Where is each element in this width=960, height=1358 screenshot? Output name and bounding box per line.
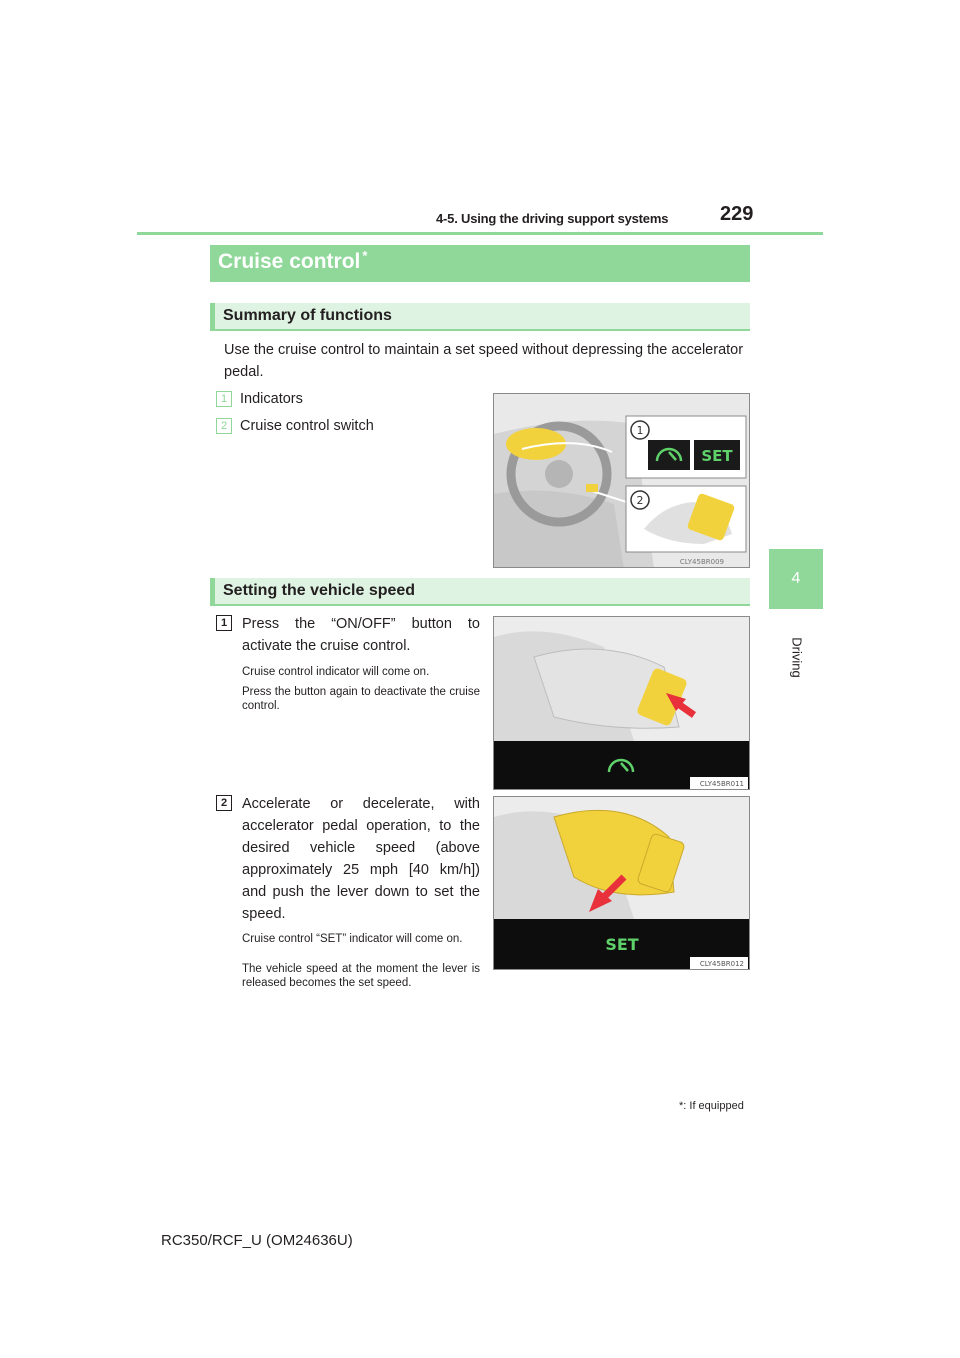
page-number: 229 <box>720 203 754 225</box>
chapter-label: Driving <box>789 637 805 678</box>
set-indicator: SET <box>605 935 639 954</box>
step-note: Cruise control “SET” indicator will come on. <box>242 933 463 945</box>
step-text: Press the “ON/OFF” button to activate the cruise control. <box>242 616 480 654</box>
svg-text:CLY45BR011: CLY45BR011 <box>699 780 744 788</box>
footer-model: RC350/RCF_U (OM24636U) <box>161 1232 353 1249</box>
summary-heading-bar <box>210 303 750 331</box>
switch-on-illustration <box>493 616 750 790</box>
step-text: Accelerate or decelerate, with accelerator pedal operation, to the desired vehicle speed (above approximately 25 mph [40 km/h]) and push the lever down to set the speed. <box>242 796 480 922</box>
switch-set-illustration <box>493 796 750 970</box>
set-indicator: SET <box>701 447 733 465</box>
step-number: 2 <box>216 795 232 811</box>
step-note: The vehicle speed at the moment the lever is released becomes the set speed. <box>242 963 480 989</box>
step-note: Cruise control indicator will come on. <box>242 666 430 678</box>
svg-text:CLY45BR009: CLY45BR009 <box>679 558 724 566</box>
item-label: Cruise control switch <box>240 418 374 435</box>
setting-heading: Setting the vehicle speed <box>223 582 416 599</box>
summary-intro: Use the cruise control to maintain a set speed without depressing the accelerator pedal. <box>224 342 744 380</box>
page-title: Cruise control * <box>218 248 368 273</box>
section-title: 4-5. Using the driving support systems <box>436 211 669 226</box>
item-number: 2 <box>216 418 232 434</box>
footnote-mark: * <box>679 1100 684 1112</box>
svg-text:CLY45BR012: CLY45BR012 <box>699 960 744 968</box>
asterisk-mark: * <box>362 248 368 263</box>
step-number: 1 <box>216 615 232 631</box>
list-item <box>216 418 374 434</box>
summary-heading: Summary of functions <box>223 307 392 324</box>
callout-1: 1 <box>636 424 644 437</box>
list-item <box>216 391 303 407</box>
dashboard-illustration <box>493 393 750 568</box>
step-note: Press the button again to deactivate the cruise control. <box>242 686 480 712</box>
item-number: 1 <box>216 391 232 407</box>
footnote: *: If equipped <box>679 1100 744 1112</box>
callout-2: 2 <box>636 494 644 507</box>
item-label: Indicators <box>240 391 303 408</box>
page-title-bar <box>210 245 750 282</box>
setting-heading-bar <box>210 578 750 606</box>
chapter-tab[interactable]: 4 <box>769 549 823 609</box>
header-rule <box>137 232 823 235</box>
